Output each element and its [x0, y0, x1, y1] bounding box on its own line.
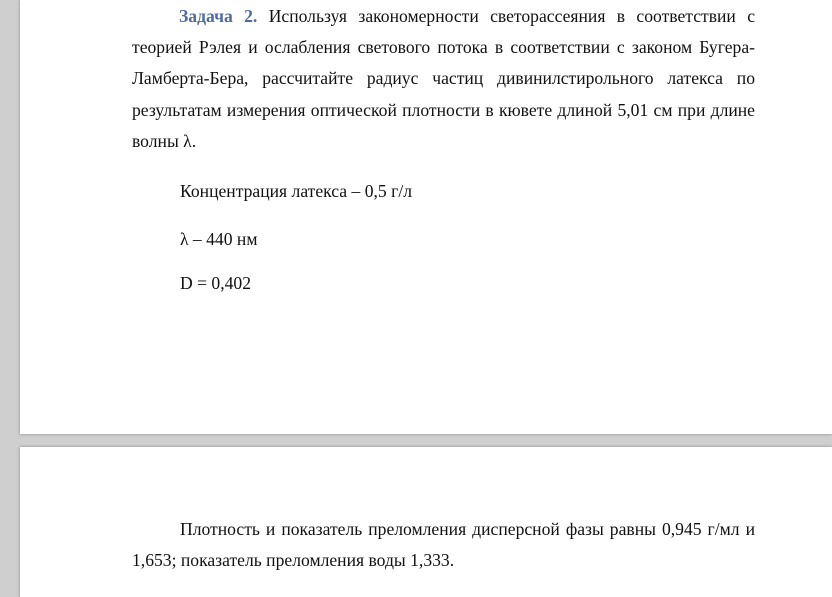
given-optical-density: D = 0,402 — [180, 273, 252, 293]
density-refraction-paragraph — [132, 514, 755, 576]
given-concentration: Концентрация латекса – 0,5 г/л — [180, 181, 412, 201]
document-page-2 — [20, 447, 832, 597]
given-wavelength: λ – 440 нм — [180, 229, 258, 249]
task-label: Задача 2. — [179, 6, 258, 26]
task-paragraph — [132, 1, 755, 157]
document-page-1 — [20, 0, 832, 434]
paragraph-text: Плотность и показатель преломления дисперсной фазы равны 0,945 г/мл и 1,653; показатель преломления воды 1,333. — [132, 519, 755, 571]
task-text: Используя закономерности светорассеяния в соответствии с теорией Рэлея и ослабления светового потока в соответствии с законом Бугера-Ламберта-Бера, рассчитайте радиус частиц дивинилстирольного латекса по результатам измерения оптической плотности в кювете длиной 5,01 см при длине волны λ. — [132, 6, 755, 151]
